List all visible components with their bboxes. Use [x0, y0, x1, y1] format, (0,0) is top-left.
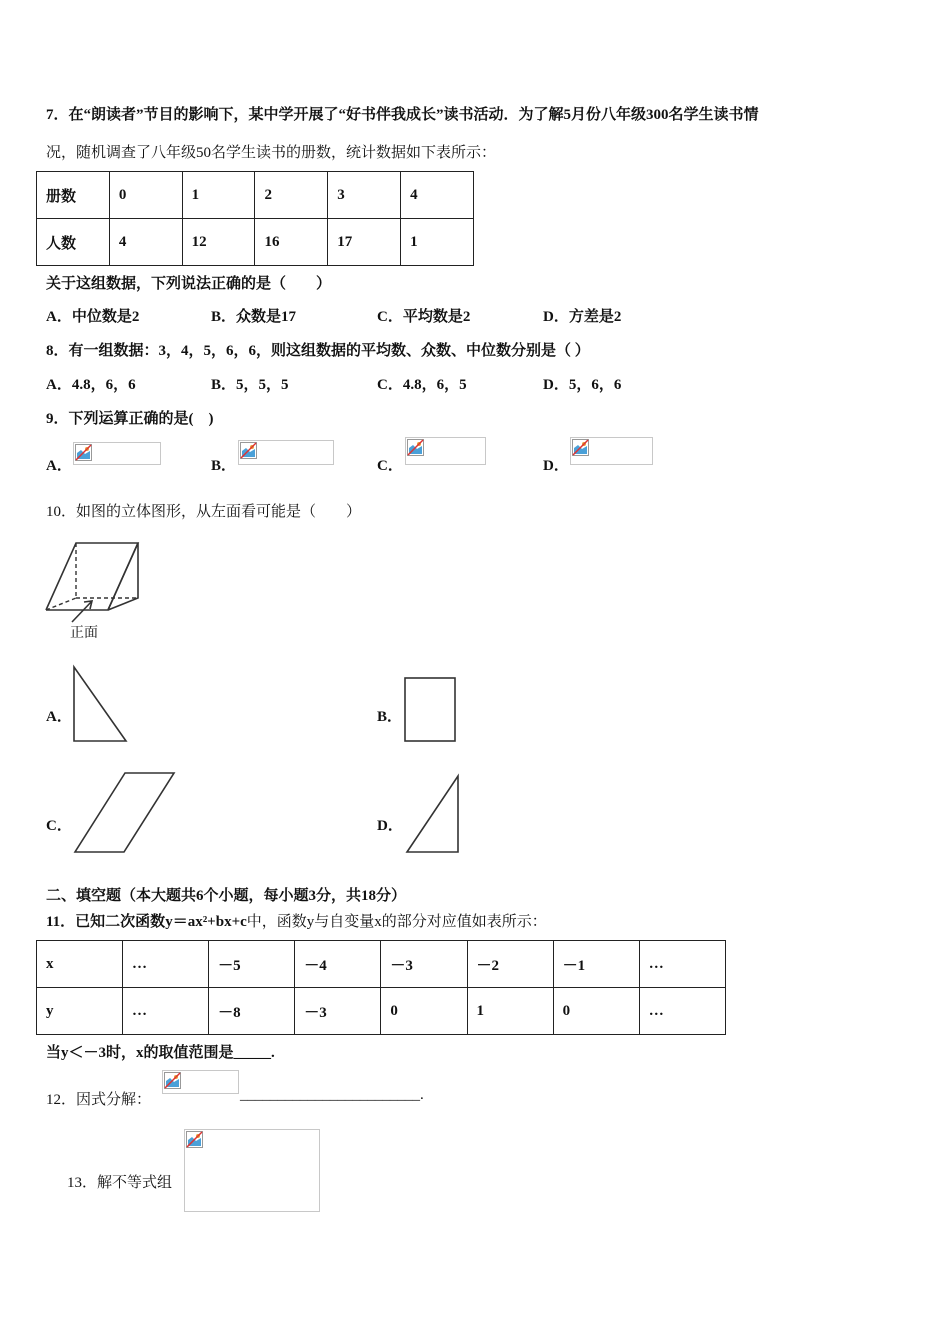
q9-option-d: D．	[543, 458, 569, 474]
table-cell: 0	[109, 172, 182, 219]
table-cell: x	[37, 941, 123, 988]
table-cell: 1	[467, 988, 553, 1035]
table-cell: 4	[109, 219, 182, 266]
table-cell: y	[37, 988, 123, 1035]
table-cell: 2	[255, 172, 328, 219]
table-row	[37, 988, 726, 1035]
q10-option-a-shape	[70, 664, 132, 744]
q7-option-c: C．平均数是2	[377, 309, 471, 325]
q11-stem-formula: y＝ax²+bx+c	[165, 914, 247, 930]
table-cell: 册数	[37, 172, 110, 219]
q9-option-c-image	[405, 437, 486, 465]
q9-option-d-image	[570, 437, 653, 465]
q8-option-a: A．4.8，6，6	[46, 377, 136, 393]
table-cell: －1	[553, 941, 639, 988]
table-cell: 0	[553, 988, 639, 1035]
broken-image-icon	[572, 439, 589, 456]
table-row	[37, 172, 474, 219]
table-cell: 3	[328, 172, 401, 219]
q11-stem-prefix: 11．已知二次函数	[46, 914, 166, 930]
table-row	[37, 941, 726, 988]
q8-option-b: B．5，5，5	[211, 377, 289, 393]
q7-line2: 况，随机调查了八年级50名学生读书的册数，统计数据如下表所示：	[46, 145, 497, 161]
table-cell: 12	[182, 219, 255, 266]
table-cell: 4	[401, 172, 474, 219]
q9-option-b-image	[238, 440, 334, 465]
q10-option-c-shape	[70, 770, 180, 856]
q12-stem: 12．因式分解：	[46, 1092, 152, 1108]
q7-option-a: A．中位数是2	[46, 309, 140, 325]
q8-option-c: C．4.8，6，5	[377, 377, 467, 393]
q9-option-a-image	[73, 442, 161, 465]
table-row	[37, 219, 474, 266]
broken-image-icon	[186, 1131, 203, 1148]
q10-option-d-shape	[402, 772, 464, 856]
q10-figure-label: 正面	[70, 625, 98, 641]
q8-stem: 8．有一组数据：3，4，5，6，6，则这组数据的平均数、众数、中位数分别是（ ）	[46, 343, 590, 359]
table-cell: －3	[295, 988, 381, 1035]
q7-line1: 7．在“朗读者”节目的影响下，某中学开展了“好书伴我成长”读书活动．为了解5月份八年级300名学生读书情	[46, 107, 759, 123]
q10-option-b-shape	[402, 676, 458, 744]
table-cell: 人数	[37, 219, 110, 266]
section-heading: 二、填空题（本大题共6个小题，每小题3分，共18分）	[46, 888, 407, 904]
table-cell: －2	[467, 941, 553, 988]
broken-image-icon	[164, 1072, 181, 1089]
q9-option-a: A．	[46, 458, 72, 474]
table-cell: －4	[295, 941, 381, 988]
q11-question: 当y＜－3时，x的取值范围是_____.	[46, 1045, 275, 1061]
table-cell: …	[123, 988, 209, 1035]
broken-image-icon	[407, 439, 424, 456]
table-cell: 0	[381, 988, 467, 1035]
q7-table	[36, 171, 474, 266]
q7-option-b: B．众数是17	[211, 309, 297, 325]
broken-image-icon	[75, 444, 92, 461]
q13-inequality-image	[184, 1129, 320, 1212]
table-cell: …	[123, 941, 209, 988]
q10-stem: 10．如图的立体图形，从左面看可能是（ ）	[46, 504, 362, 520]
table-cell: 17	[328, 219, 401, 266]
table-cell: －3	[381, 941, 467, 988]
table-cell: －8	[209, 988, 295, 1035]
q9-stem: 9．下列运算正确的是( )	[46, 411, 214, 427]
q10-option-a: A．	[46, 709, 72, 725]
q9-option-c: C．	[377, 458, 403, 474]
q13-stem: 13．解不等式组	[67, 1175, 173, 1191]
q11-stem-suffix: 中，函数y与自变量x的部分对应值如表所示：	[246, 914, 547, 930]
q7-option-d: D．方差是2	[543, 309, 622, 325]
q12-answer-blank: ________________________.	[240, 1087, 424, 1103]
q11-table	[36, 940, 726, 1035]
table-cell: 1	[182, 172, 255, 219]
table-cell: …	[639, 941, 725, 988]
table-cell: 1	[401, 219, 474, 266]
broken-image-icon	[240, 442, 257, 459]
q12-expression-image	[162, 1070, 239, 1094]
q11-stem	[46, 910, 547, 931]
q7-question: 关于这组数据，下列说法正确的是（ ）	[46, 276, 332, 292]
table-cell: …	[639, 988, 725, 1035]
q10-option-b: B．	[377, 709, 403, 725]
q10-option-c: C．	[46, 818, 72, 834]
q9-option-b: B．	[211, 458, 237, 474]
q10-option-d: D．	[377, 818, 403, 834]
table-cell: －5	[209, 941, 295, 988]
q8-option-d: D．5，6，6	[543, 377, 622, 393]
table-cell: 16	[255, 219, 328, 266]
